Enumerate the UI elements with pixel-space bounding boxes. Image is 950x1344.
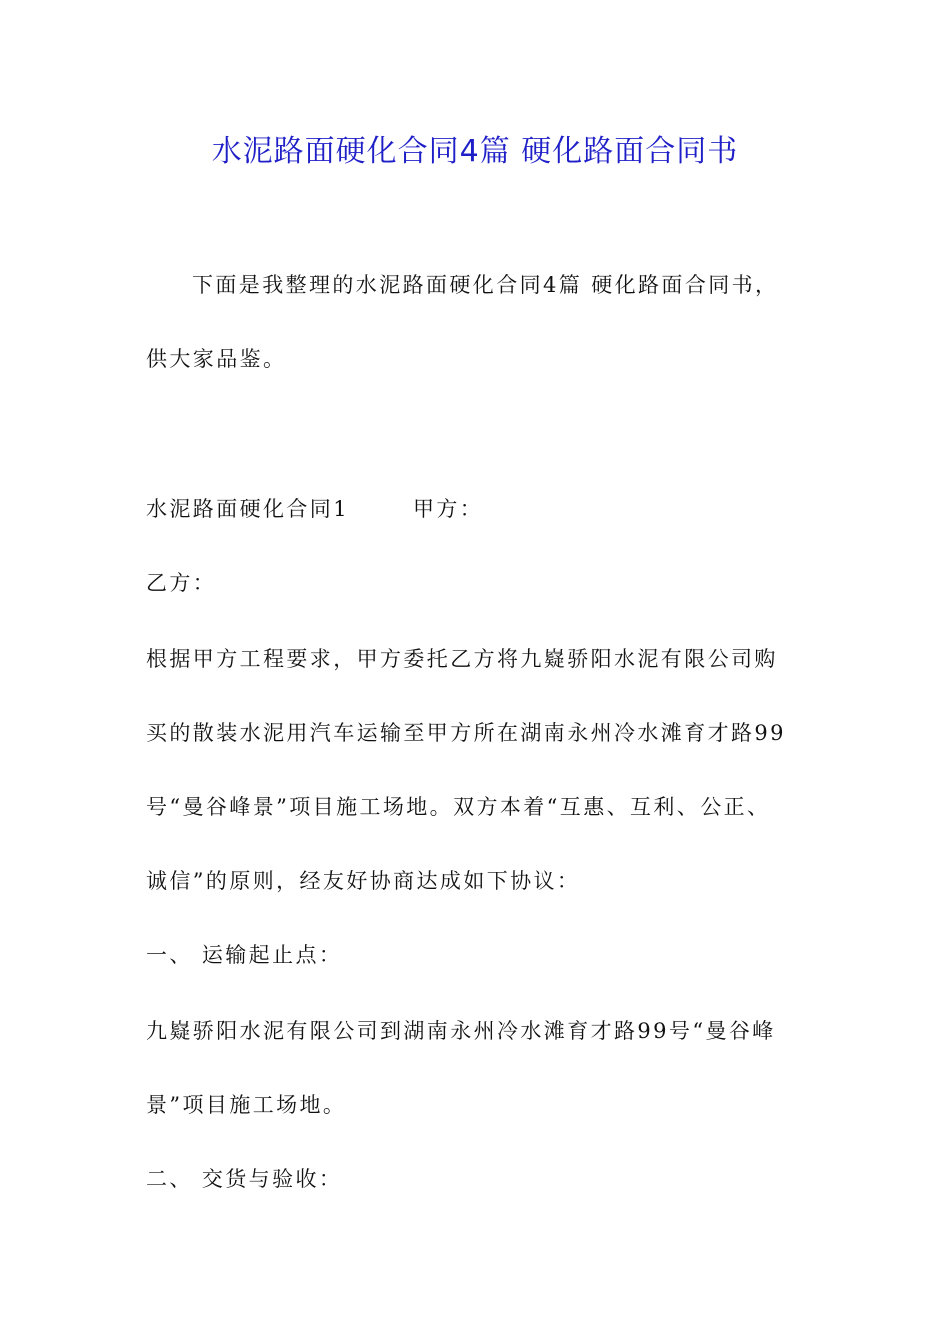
party-b-label: 乙方： xyxy=(146,571,217,595)
section-1-line-2: 景”项目施工场地。 xyxy=(146,1093,347,1117)
party-a-label: 甲方： xyxy=(412,497,484,521)
section-1-line-1: 九嶷骄阳水泥有限公司到湖南永州冷水滩育才路99号“曼谷峰 xyxy=(146,1019,776,1043)
paragraph-1-line-2: 买的散装水泥用汽车运输至甲方所在湖南永州冷水滩育才路99 xyxy=(146,721,786,745)
paragraph-1-line-4: 诚信”的原则，经友好协商达成如下协议： xyxy=(146,869,581,893)
document-title: 水泥路面硬化合同4篇 硬化路面合同书 xyxy=(211,134,739,169)
section-1-heading: 一、 运输起止点： xyxy=(146,943,343,967)
paragraph-1-line-1: 根据甲方工程要求，甲方委托乙方将九嶷骄阳水泥有限公司购 xyxy=(146,647,778,671)
contract-heading-line xyxy=(146,492,846,526)
contract-heading: 水泥路面硬化合同1 xyxy=(146,497,349,521)
intro-line-2: 供大家品鉴。 xyxy=(146,347,287,371)
intro-line-1: 下面是我整理的水泥路面硬化合同4篇 硬化路面合同书， xyxy=(192,273,779,297)
paragraph-1-line-3: 号“曼谷峰景”项目施工场地。双方本着“互惠、互利、公正、 xyxy=(146,795,771,819)
section-2-heading: 二、 交货与验收： xyxy=(146,1167,343,1191)
